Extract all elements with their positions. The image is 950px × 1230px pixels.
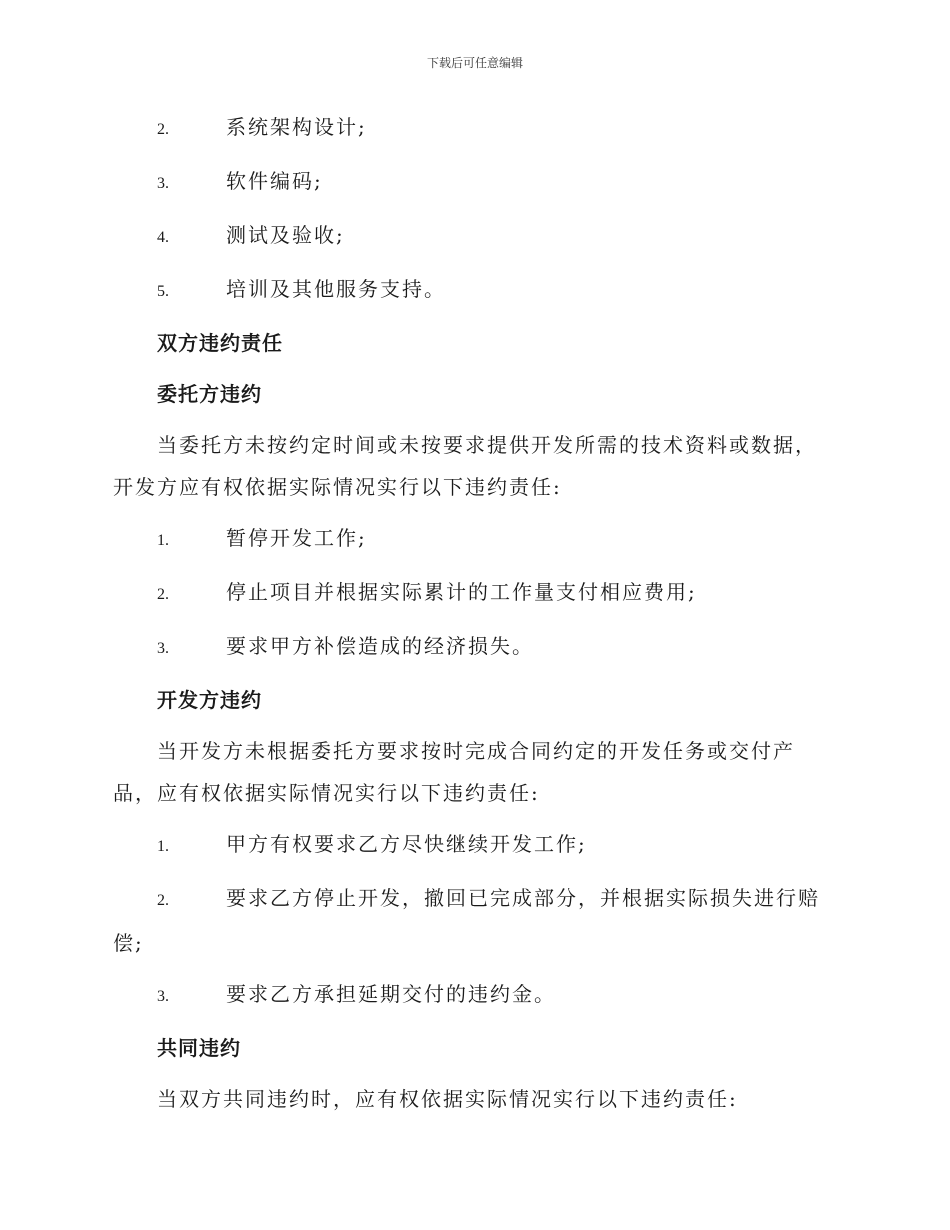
client-breach-intro: 当委托方未按约定时间或未按要求提供开发所需的技术资料或数据，开发方应有权依据实际情况实行以下违约责任: [113, 433, 817, 499]
joint-breach-heading: 共同违约 [157, 1036, 241, 1060]
list-item [157, 973, 833, 1018]
document-body [113, 106, 833, 1129]
list-text: 停止项目并根据实际累计的工作量支付相应费用; [226, 580, 697, 604]
list-number: 1. [157, 532, 169, 549]
list-item [113, 877, 833, 964]
list-text: 软件编码; [226, 169, 323, 193]
list-item [157, 571, 833, 616]
list-item [157, 106, 833, 151]
list-item [157, 214, 833, 259]
list-item [157, 268, 833, 313]
list-number: 2. [157, 586, 169, 603]
section-heading: 双方违约责任 [157, 331, 283, 355]
page-header: 下载后可任意编辑 [426, 56, 523, 70]
joint-breach-intro: 当双方共同违约时，应有权依据实际情况实行以下违约责任: [157, 1087, 738, 1111]
list-number: 4. [157, 229, 169, 246]
list-item [157, 160, 833, 205]
list-number: 3. [157, 175, 169, 192]
list-item [157, 517, 833, 562]
developer-breach-heading: 开发方违约 [157, 688, 262, 712]
list-text: 测试及验收; [226, 223, 345, 247]
list-text: 要求乙方承担延期交付的违约金。 [226, 982, 556, 1006]
list-number: 1. [157, 838, 169, 855]
list-item [157, 625, 833, 670]
list-text: 培训及其他服务支持。 [226, 277, 446, 301]
list-text: 甲方有权要求乙方尽快继续开发工作; [226, 832, 587, 856]
list-text: 要求甲方补偿造成的经济损失。 [226, 634, 534, 658]
list-number: 2. [157, 121, 169, 138]
list-item [157, 823, 833, 868]
list-number: 2. [157, 892, 169, 909]
list-text: 暂停开发工作; [226, 526, 367, 550]
list-text: 要求乙方停止开发，撤回已完成部分，并根据实际损失进行赔偿; [113, 886, 820, 955]
list-number: 3. [157, 988, 169, 1005]
client-breach-heading: 委托方违约 [157, 382, 262, 406]
list-number: 5. [157, 283, 169, 300]
developer-breach-intro: 当开发方未根据委托方要求按时完成合同约定的开发任务或交付产品，应有权依据实际情况实行以下违约责任: [113, 739, 795, 805]
list-text: 系统架构设计; [226, 115, 367, 139]
list-number: 3. [157, 640, 169, 657]
